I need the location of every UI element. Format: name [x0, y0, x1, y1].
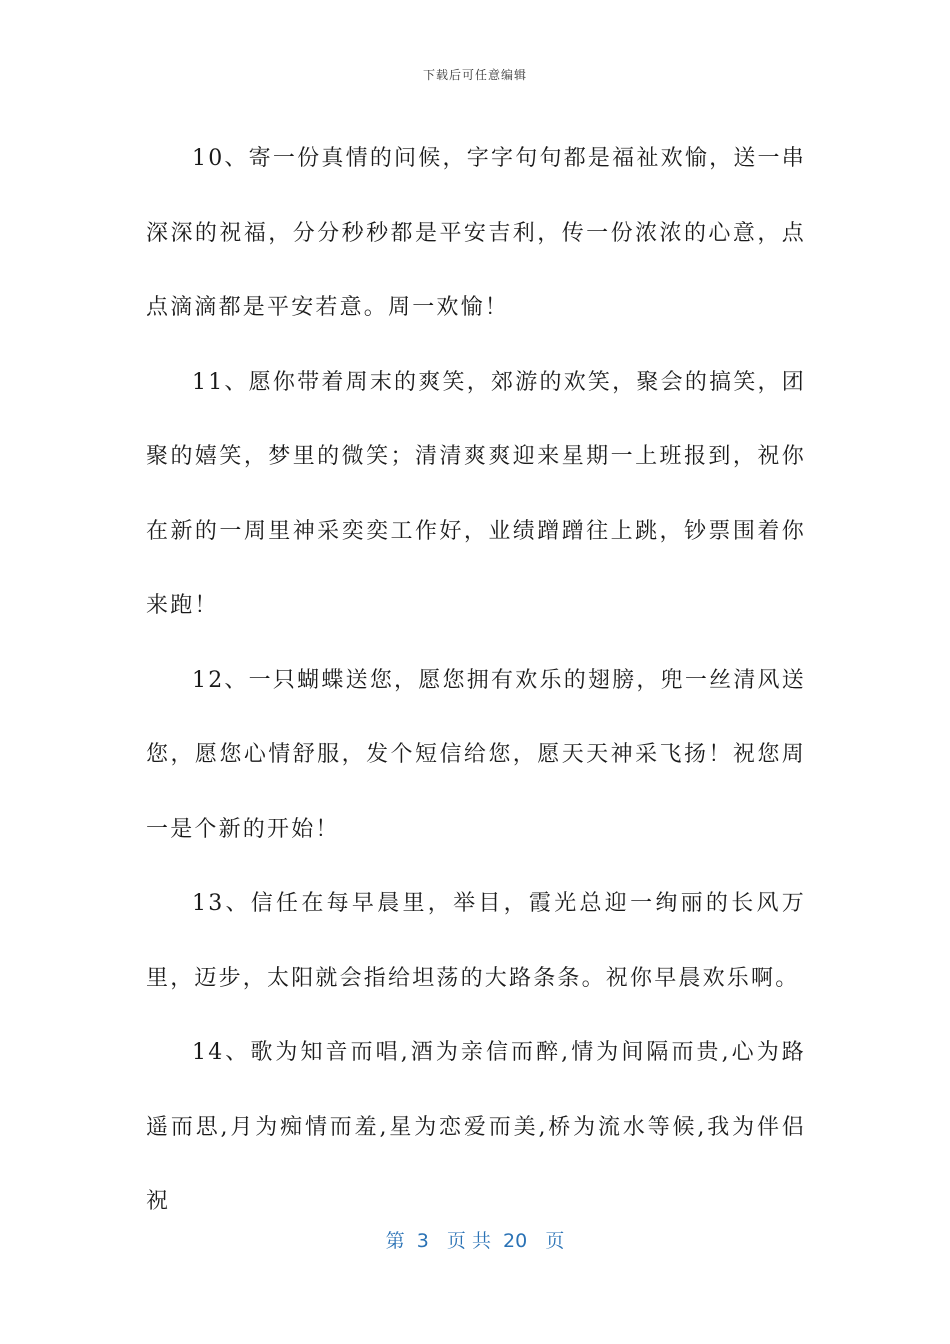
header-note: 下载后可任意编辑 [422, 68, 527, 82]
paragraph-13: 13、信任在每早晨里，举目，霞光总迎一绚丽的长风万里，迈步，太阳就会指给坦荡的大路条条。祝你早晨欢乐啊。 [146, 891, 806, 991]
paragraph-10: 10、寄一份真情的问候，字字句句都是福祉欢愉，送一串深深的祝福，分分秒秒都是平安吉利，传一份浓浓的心意，点点滴滴都是平安若意。周一欢愉！ [146, 146, 806, 320]
document-body [146, 122, 806, 1240]
page-footer: 第 3 页 共 20 页 [385, 1230, 565, 1252]
paragraph-14: 14、歌为知音而唱,酒为亲信而醉,情为间隔而贵,心为路遥而思,月为痴情而羞,星为恋爱而美,桥为流水等候,我为伴侣祝 [146, 1040, 806, 1214]
paragraph-11: 11、愿你带着周末的爽笑，郊游的欢笑，聚会的搞笑，团聚的嬉笑，梦里的微笑；清清爽爽迎来星期一上班报到，祝你在新的一周里神采奕奕工作好，业绩蹭蹭往上跳，钞票围着你来跑！ [146, 369, 806, 618]
paragraph-12: 12、一只蝴蝶送您，愿您拥有欢乐的翅膀，兜一丝清风送您，愿您心情舒服，发个短信给您，愿天天神采飞扬！祝您周一是个新的开始！ [146, 667, 806, 842]
